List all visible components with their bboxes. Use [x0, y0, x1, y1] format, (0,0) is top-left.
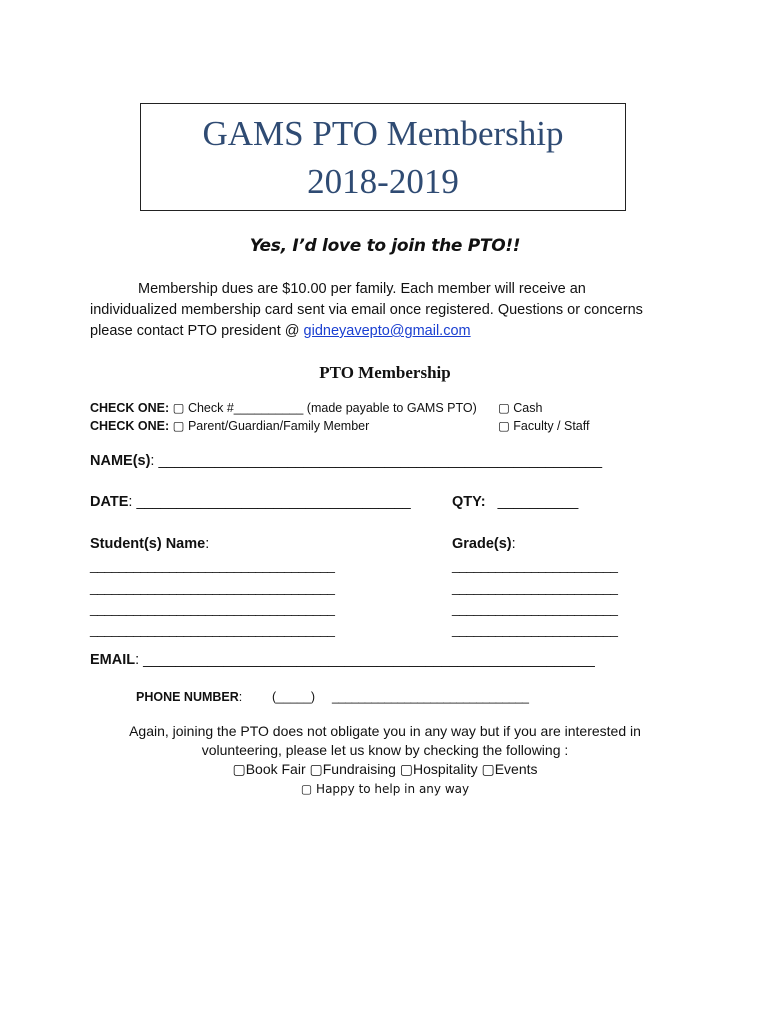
student-name-line[interactable]: __________________________________ [90, 579, 335, 595]
grade-line[interactable]: _______________________ [452, 557, 618, 573]
happy-to-help-option[interactable]: ▢ Happy to help in any way [300, 782, 470, 796]
student-name-line[interactable]: __________________________________ [90, 621, 335, 637]
grades-colon: : [511, 536, 516, 552]
parent-option[interactable]: ▢ Parent/Guardian/Family Member [172, 419, 370, 433]
date-label: DATE [90, 494, 129, 510]
email-field [90, 652, 595, 668]
section-title: PTO Membership [319, 363, 451, 382]
email-line[interactable]: : ________________________________________________________ [135, 652, 595, 668]
check-row-payment [90, 400, 477, 415]
names-label: NAME(s) [90, 453, 151, 469]
check-payment-option[interactable]: ▢ Check #__________ (made payable to GAMS PTO) [172, 401, 477, 415]
fundraising-option[interactable]: ▢Fundraising [309, 761, 396, 777]
check-one-label: CHECK ONE: [90, 401, 170, 415]
phone-label: PHONE NUMBER [136, 690, 239, 704]
tagline: Yes, I’d love to join the PTO!! [249, 236, 521, 256]
students-colon: : [205, 536, 210, 552]
check-row-member-type [90, 418, 369, 433]
intro-line-3: please contact PTO president @ [90, 323, 304, 339]
title-box [140, 103, 626, 211]
student-name-line[interactable]: __________________________________ [90, 600, 335, 616]
president-email-link[interactable]: gidneyavepto@gmail.com [303, 323, 471, 339]
intro-line-1: Membership dues are $10.00 per family. Each member will receive an [138, 281, 586, 297]
names-field [90, 453, 602, 469]
check-one-label: CHECK ONE: [90, 419, 170, 433]
students-field [90, 536, 209, 552]
grade-line[interactable]: _______________________ [452, 621, 618, 637]
grade-line[interactable]: _______________________ [452, 579, 618, 595]
phone-field [136, 690, 242, 704]
date-field [90, 494, 411, 510]
phone-colon: : [238, 690, 243, 704]
faculty-option[interactable]: ▢ Faculty / Staff [498, 419, 590, 433]
intro-paragraph [90, 279, 690, 342]
names-line[interactable]: : _______________________________________________________ [150, 453, 603, 469]
closing-line-2: volunteering, please let us know by checking the following : [201, 742, 569, 758]
phone-number-line[interactable]: ______________________________ [332, 690, 529, 704]
intro-line-2: individualized membership card sent via email once registered. Questions or concerns [90, 302, 643, 318]
email-label: EMAIL [90, 652, 136, 668]
grades-label: Grade(s) [452, 536, 512, 552]
qty-line[interactable]: __________ [497, 494, 579, 510]
grades-field [452, 536, 516, 552]
qty-label: QTY: [452, 494, 486, 510]
hospitality-option[interactable]: ▢Hospitality [399, 761, 478, 777]
closing-line-1: Again, joining the PTO does not obligate you in any way but if you are interested in [129, 723, 641, 739]
volunteer-options [0, 760, 770, 779]
grade-line[interactable]: _______________________ [452, 600, 618, 616]
students-label: Student(s) Name [90, 536, 206, 552]
events-option[interactable]: ▢Events [481, 761, 538, 777]
form-title: GAMS PTO Membership [202, 114, 564, 153]
cash-option[interactable]: ▢ Cash [498, 401, 543, 415]
phone-area-code[interactable]: (_____) [272, 690, 316, 704]
book-fair-option[interactable]: ▢Book Fair [232, 761, 306, 777]
form-year: 2018-2019 [307, 162, 459, 201]
qty-field [452, 494, 578, 510]
student-name-line[interactable]: __________________________________ [90, 557, 335, 573]
date-line[interactable]: : __________________________________ [128, 494, 411, 510]
